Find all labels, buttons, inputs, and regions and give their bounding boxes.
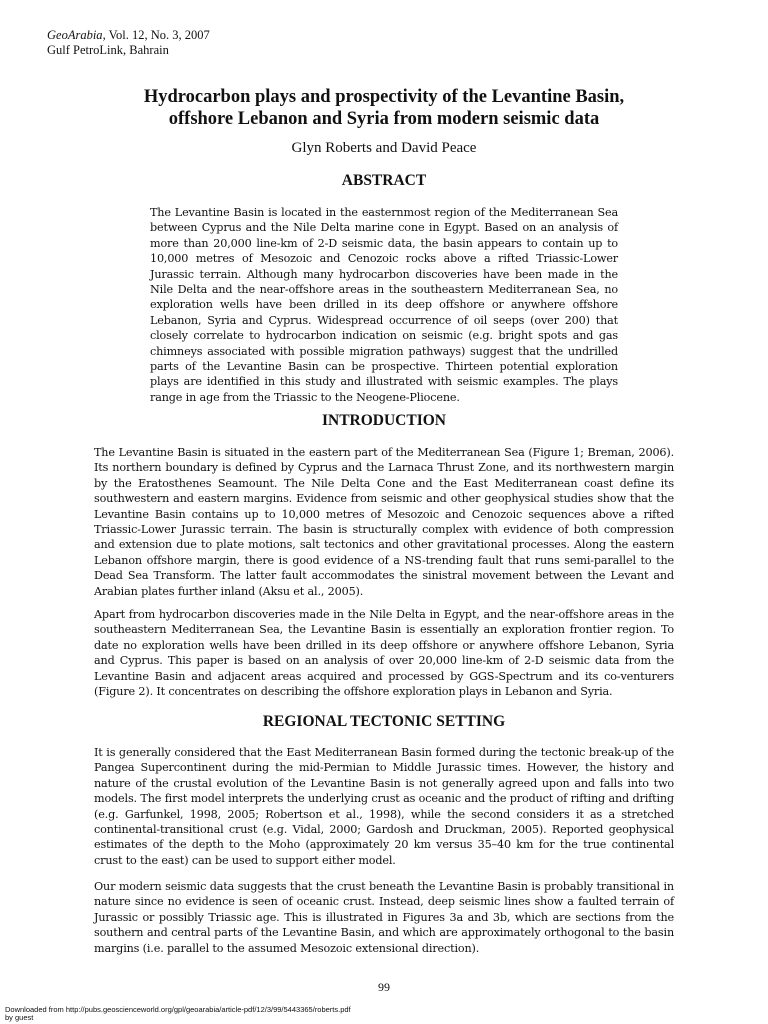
abstract-text: The Levantine Basin is located in the easternmost region of the Mediterranean Sea between Cyprus and the Nile Delta marine cone in Egypt. Based on an analysis of more than 20,000 line-km of 2-D seismic data, the basin appears to contain up to 10,000 metres of Mesozoic and Cenozoic rocks above a rifted Triassic-Lower Jurassic terrain. Although many hydrocarbon discoveries have been made in the Nile Delta and the near-offshore areas in the southeastern Mediterranean Sea, no exploration wells have been drilled in its deep offshore or anywhere offshore Lebanon, Syria and Cyprus. Widespread occurrence of oil seeps (over 200) that closely correlate to hydrocarbon indication on seismic (e.g. bright spots and gas chimneys associated with possible migration pathways) suggest that the undrilled parts of the Levantine Basin can be prospective. Thirteen potential exploration plays are identified in this study and illustrated with seismic examples. The plays range in age from the Triassic to the Neogene-Pliocene. [150,206,618,404]
journal-publisher: Gulf PetroLink, Bahrain [47,43,169,57]
download-footer-line-1: Downloaded from http://pubs.geoscienceworld.org/gpl/geoarabia/article-pdf/12/3/99/5443365/roberts.pdf [5,1005,351,1014]
tectonic-paragraph-2: Our modern seismic data suggests that the crust beneath the Levantine Basin is probably transitional in nature since no evidence is seen of oceanic crust. Instead, deep seismic lines show a faulted terrain of Jurassic or possibly Triassic age. This is illustrated in Figures 3a and 3b, which are sections from the southern and central parts of the Levantine Basin, and which are approximately orthogonal to the basin margins (i.e. parallel to the assumed Mesozoic extensional direction). [94,880,674,955]
tectonic-paragraph-1: It is generally considered that the East Mediterranean Basin formed during the tectonic break-up of the Pangea Supercontinent during the mid-Permian to Middle Jurassic times. However, the history and nature of the crustal evolution of the Levantine Basin is not generally agreed upon and falls into two models. The first model interprets the underlying crust as oceanic and the product of rifting and drifting (e.g. Garfunkel, 1998, 2005; Robertson et al., 1998), while the second considers it as a stretched continental-transitional crust (e.g. Vidal, 2000; Gardosh and Druckman, 2005). Reported geophysical estimates of the depth to the Moho (approximately 20 km versus 35–40 km for the true continental crust to the east) can be used to support either model. [94,746,674,867]
abstract-heading: ABSTRACT [341,172,427,189]
journal-volume-info: , Vol. 12, No. 3, 2007 [102,28,210,42]
paper-title-line-2: offshore Lebanon and Syria from modern seismic data [168,109,600,129]
paper-authors: Glyn Roberts and David Peace [291,140,477,156]
introduction-paragraph-2: Apart from hydrocarbon discoveries made in the Nile Delta in Egypt, and the near-offshore areas in the southeastern Mediterranean Sea, the Levantine Basin is essentially an exploration frontier region. To date no exploration wells have been drilled in its deep offshore or anywhere offshore Lebanon, Syria and Cyprus. This paper is based on an analysis of over 20,000 line-km of 2-D seismic data from the Levantine Basin and adjacent areas acquired and processed by GGS-Spectrum and its co-venturers (Figure 2). It concentrates on describing the offshore exploration plays in Lebanon and Syria. [94,608,674,699]
introduction-heading: INTRODUCTION [321,412,446,429]
paper-title-line-1: Hydrocarbon plays and prospectivity of the Levantine Basin, [143,87,625,107]
tectonic-heading: REGIONAL TECTONIC SETTING [262,713,506,730]
journal-citation [47,28,210,58]
introduction-paragraph-1: The Levantine Basin is situated in the eastern part of the Mediterranean Sea (Figure 1; Breman, 2006). Its northern boundary is defined by Cyprus and the Larnaca Thrust Zone, and its northwestern margin by the Eratosthenes Seamount. The Nile Delta Cone and the East Mediterranean coast define its southwestern and eastern margins. Evidence from seismic and other geophysical studies show that the Levantine Basin contains up to 10,000 metres of Mesozoic and Cenozoic sequences above a rifted Triassic-Lower Jurassic terrain. The basin is structurally complex with evidence of both compression and extension due to plate motions, salt tectonics and other gravitational processes. Along the eastern Lebanon offshore margin, there is good evidence of a NS-trending fault that runs semi-parallel to the Dead Sea Transform. The latter fault accommodates the sinistral movement between the Levant and Arabian plates further inland (Aksu et al., 2005). [94,446,674,598]
download-footer-line-2: by guest [5,1013,34,1022]
download-footer [5,1006,351,1022]
page-number: 99 [378,980,390,994]
journal-name: GeoArabia [47,28,103,42]
paper-title [80,86,688,130]
